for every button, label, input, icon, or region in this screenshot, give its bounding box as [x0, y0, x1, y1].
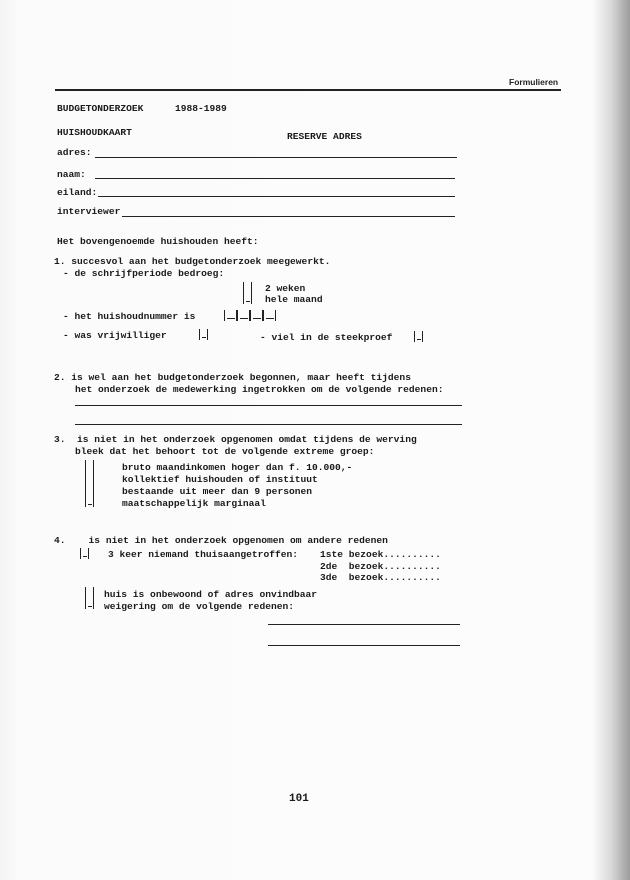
address-label: adres:	[57, 147, 92, 158]
page-number: 101	[289, 793, 309, 805]
island-field[interactable]	[98, 196, 455, 197]
household-number-label: - het huishoudnummer is	[63, 311, 196, 322]
extreme-group-checkbox[interactable]	[85, 460, 94, 507]
island-label: eiland:	[57, 187, 98, 198]
nobody-home-checkbox[interactable]	[80, 548, 89, 559]
uninhabited-label: huis is onbewoond of adres onvindbaar	[104, 589, 318, 600]
option-full-month: hele maand	[265, 294, 323, 305]
visit-2: 2de bezoek..........	[320, 561, 441, 572]
voluntary-checkbox[interactable]	[199, 329, 208, 340]
top-rule	[55, 89, 561, 91]
household-number-digit[interactable]	[224, 310, 237, 321]
section-header: Formulieren	[509, 77, 559, 87]
form-years: 1988-1989	[175, 103, 227, 114]
q2-text-cont: het onderzoek de medewerking ingetrokken om de volgende redenen:	[75, 384, 444, 395]
option-2-weeks: 2 weken	[265, 283, 306, 294]
name-label: naam:	[57, 169, 86, 180]
q3-text-cont: bleek dat het behoort tot de volgende extreme groep:	[75, 446, 375, 457]
refusal-label: weigering om de volgende redenen:	[104, 601, 294, 612]
name-field[interactable]	[95, 178, 455, 179]
other-reason-checkbox[interactable]	[85, 587, 94, 609]
visit-3: 3de bezoek..........	[320, 572, 441, 583]
q2-text: 2. is wel aan het budgetonderzoek begonnen, maar heeft tijdens	[54, 372, 411, 383]
address-field[interactable]	[95, 157, 457, 158]
household-number-digit[interactable]	[237, 310, 250, 321]
q1-period-label: - de schrijfperiode bedroeg:	[63, 268, 225, 279]
interviewer-field[interactable]	[122, 216, 455, 217]
q3-text: 3. is niet in het onderzoek opgenomen omdat tijdens de werving	[54, 434, 417, 445]
household-number-digit[interactable]	[263, 310, 276, 321]
sample-checkbox[interactable]	[414, 331, 423, 342]
group-option: maatschappelijk marginaal	[122, 498, 266, 509]
form-title: BUDGETONDERZOEK	[57, 103, 144, 114]
group-option: bruto maandinkomen hoger dan f. 10.000,-	[122, 462, 353, 473]
form-subtitle: HUISHOUDKAART	[57, 127, 132, 138]
reserve-address-label: RESERVE ADRES	[287, 131, 362, 142]
voluntary-label: - was vrijwilliger	[63, 330, 167, 341]
period-checkbox[interactable]	[243, 282, 252, 304]
interviewer-label: interviewer	[57, 206, 121, 217]
q1-text: 1. succesvol aan het budgetonderzoek meegewerkt.	[54, 256, 331, 267]
refusal-reason-line[interactable]	[268, 624, 460, 625]
q4-text: 4. is niet in het onderzoek opgenomen om andere redenen	[54, 535, 388, 546]
nobody-home-label: 3 keer niemand thuisaangetroffen:	[108, 549, 298, 560]
refusal-reason-line[interactable]	[268, 645, 460, 646]
q2-reason-line[interactable]	[75, 405, 462, 406]
q2-reason-line[interactable]	[75, 424, 462, 425]
visit-1: 1ste bezoek..........	[320, 549, 441, 560]
intro-text: Het bovengenoemde huishouden heeft:	[57, 236, 259, 247]
sample-label: - viel in de steekproef	[260, 332, 393, 343]
group-option: bestaande uit meer dan 9 personen	[122, 486, 312, 497]
household-number-digit[interactable]	[250, 310, 263, 321]
group-option: kollektief huishouden of instituut	[122, 474, 318, 485]
